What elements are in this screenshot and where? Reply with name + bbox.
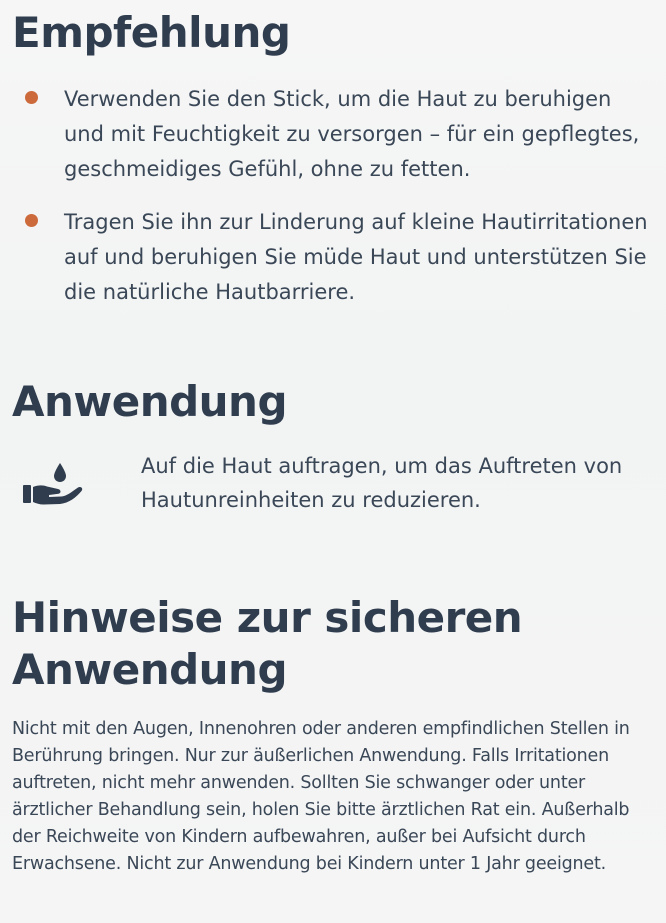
safety-text: Nicht mit den Augen, Innenohren oder anderen empfindlichen Stellen in Berührung bringen. Nur zur äußerlichen Anwendung. Falls Irritationen auftreten, nicht mehr anwenden. Sollten Sie schwanger oder unter ärztlicher Behandlung sein, holen Sie bitte ärztlichen Rat ein. Außerhalb der Reichweite von Kindern aufbewahren, außer bei Aufsicht durch Erwachsene. Nicht zur Anwendung bei Kindern unter 1 Jahr geeignet. bbox=[12, 719, 630, 874]
list-item bbox=[0, 82, 666, 187]
recommendation-text: Tragen Sie ihn zur Linderung auf kleine Hautirritationen auf und beruhigen Sie müde Haut und unterstützen Sie die natürliche Hautbarriere. bbox=[64, 210, 648, 304]
recommendation-heading: Empfehlung bbox=[12, 8, 291, 57]
recommendation-list bbox=[0, 82, 666, 328]
usage-text: Auf die Haut auftragen, um das Auftreten von Hautunreinheiten zu reduzieren. bbox=[141, 454, 623, 512]
hand-drop-icon bbox=[20, 458, 86, 510]
recommendation-text: Verwenden Sie den Stick, um die Haut zu beruhigen und mit Feuchtigkeit zu versorgen – für ein gepflegtes, geschmeidiges Gefühl, ohne zu fetten. bbox=[64, 87, 640, 181]
safety-heading: Hinweise zur sicheren Anwendung bbox=[12, 593, 523, 694]
usage-heading: Anwendung bbox=[12, 377, 288, 426]
bullet-dot-icon bbox=[25, 91, 38, 104]
list-item bbox=[0, 205, 666, 310]
bullet-dot-icon bbox=[25, 214, 38, 227]
